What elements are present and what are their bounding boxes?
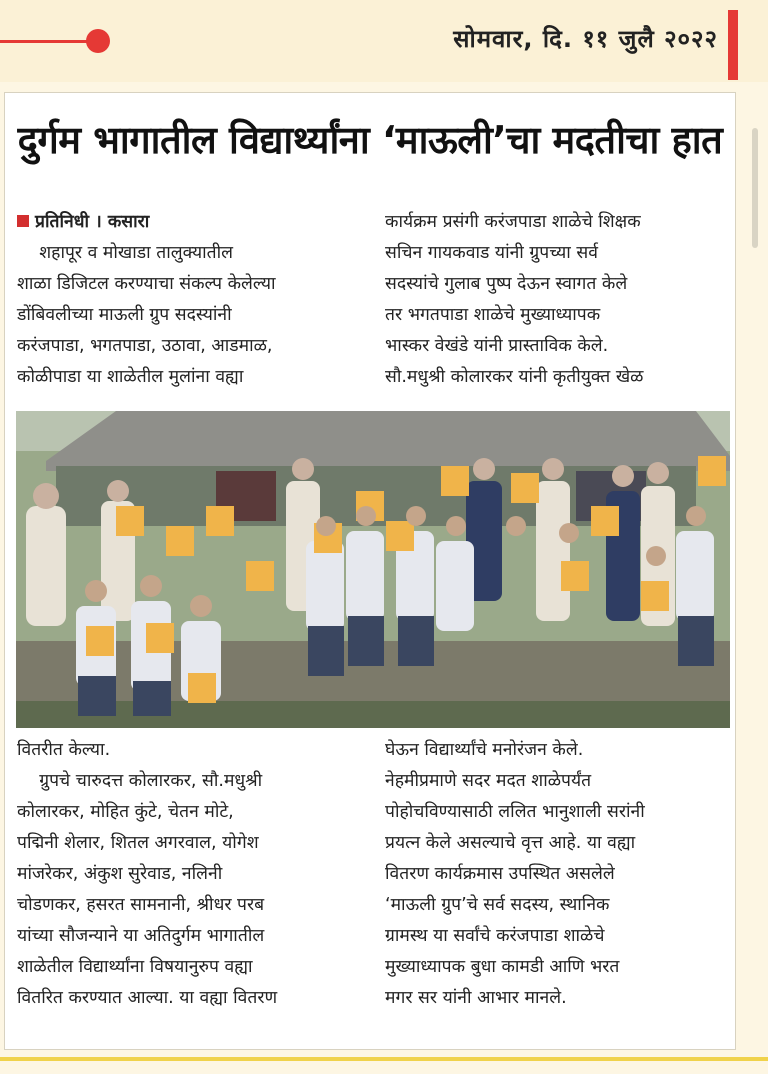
paragraph-line: सचिन गायकवाड यांनी ग्रुपच्या सर्व <box>385 243 598 263</box>
column-bottom-left <box>17 735 362 1014</box>
byline-text: प्रतिनिधी । कसारा <box>35 212 150 232</box>
column-top-left <box>17 207 362 393</box>
paragraph-line: मगर सर यांनी आभार मानले. <box>385 988 567 1008</box>
paragraph-line: पोहोचविण्यासाठी ललित भानुशाली सरांनी <box>385 802 645 822</box>
paragraph-line: करंजपाडा, भगतपाडा, उठावा, आडमाळ, <box>17 336 273 356</box>
paragraph-line: वितरित करण्यात आल्या. या वह्या वितरण <box>17 988 278 1008</box>
paragraph-line: चोडणकर, हसरत सामनानी, श्रीधर परब <box>17 895 265 915</box>
paragraph-line: कोळीपाडा या शाळेतील मुलांना वह्या <box>17 367 244 387</box>
news-article <box>4 92 736 1050</box>
paragraph-line: डोंबिवलीच्या माऊली ग्रुप सदस्यांनी <box>17 305 232 325</box>
page-header <box>0 0 768 82</box>
paragraph-line: प्रयत्न केले असल्याचे वृत्त आहे. या वह्या <box>385 833 636 853</box>
group-photo <box>16 411 730 728</box>
paragraph-line: पद्मिनी शेलार, शितल अगरवाल, योगेश <box>17 833 259 853</box>
bottom-rule <box>0 1057 768 1061</box>
paragraph-line: यांच्या सौजन्याने या अतिदुर्गम भागातील <box>17 926 265 946</box>
byline-square-icon <box>17 215 29 227</box>
paragraph-line: सौ.मधुश्री कोलारकर यांनी कृतीयुक्त खेळ <box>385 367 644 387</box>
header-dot-icon <box>86 29 110 53</box>
paragraph-line: शाळा डिजिटल करण्याचा संकल्प केलेल्या <box>17 274 276 294</box>
header-rule <box>0 40 92 43</box>
paragraph-line: सदस्यांचे गुलाब पुष्प देऊन स्वागत केले <box>385 274 628 294</box>
publication-date: सोमवार, दि. ११ जुलै २०२२ <box>453 25 718 53</box>
paragraph-line: तर भगतपाडा शाळेचे मुख्याध्यापक <box>385 305 601 325</box>
paragraph-line: नेहमीप्रमाणे सदर मदत शाळेपर्यंत <box>385 771 592 791</box>
byline <box>17 207 362 238</box>
paragraph-line: वितरण कार्यक्रमास उपस्थित असलेले <box>385 864 615 884</box>
paragraph-line: शहापूर व मोखाडा तालुक्यातील <box>17 243 234 263</box>
column-top-right <box>385 207 730 393</box>
paragraph-line: भास्कर वेखंडे यांनी प्रास्ताविक केले. <box>385 336 609 356</box>
paragraph-line: घेऊन विद्यार्थ्यांचे मनोरंजन केले. <box>385 740 584 760</box>
page-edge-shadow <box>752 128 758 248</box>
paragraph-line: वितरीत केल्या. <box>17 740 111 760</box>
group-photo-illustration <box>16 411 730 728</box>
paragraph-line: कोलारकर, मोहित कुंटे, चेतन मोटे, <box>17 802 234 822</box>
column-bottom-right <box>385 735 730 1014</box>
article-headline: दुर्गम भागातील विद्यार्थ्यांना ‘माऊली’चा मदतीचा हात <box>17 118 723 162</box>
paragraph-line: ग्रामस्थ या सर्वांचे करंजपाडा शाळेचे <box>385 926 605 946</box>
paragraph-line: ग्रुपचे चारुदत्त कोलारकर, सौ.मधुश्री <box>17 771 263 791</box>
paragraph-line: कार्यक्रम प्रसंगी करंजपाडा शाळेचे शिक्षक <box>385 212 641 232</box>
header-red-tab <box>728 10 738 80</box>
paragraph-line: ‘माऊली ग्रुप’चे सर्व सदस्य, स्थानिक <box>385 895 610 915</box>
paragraph-line: मांजरेकर, अंकुश सुरेवाड, नलिनी <box>17 864 223 884</box>
paragraph-line: मुख्याध्यापक बुधा कामडी आणि भरत <box>385 957 620 977</box>
paragraph-line: शाळेतील विद्यार्थ्यांना विषयानुरुप वह्या <box>17 957 253 977</box>
